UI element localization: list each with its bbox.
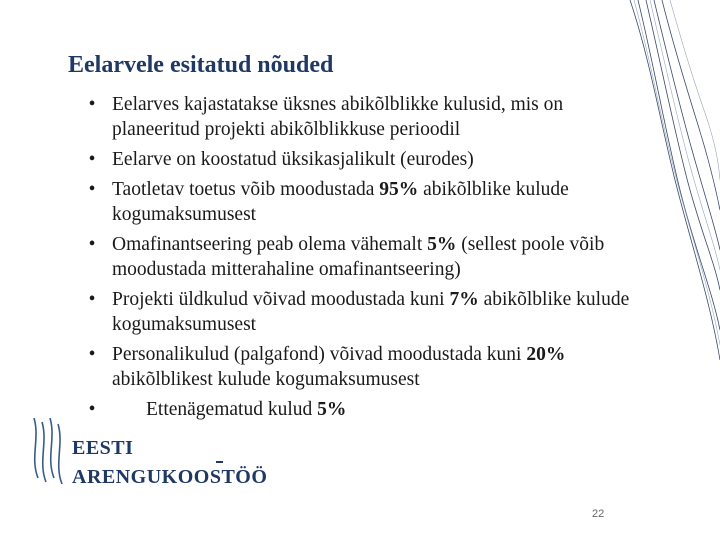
item-text: Personalikulud (palgafond) võivad moodustada kuni: [112, 344, 527, 365]
slide-title: Eelarvele esitatud nõuded: [68, 52, 334, 78]
item-value: 95%: [379, 179, 419, 200]
item-text-end: (sellest poole võib moodustada mitterahaline omafinantseering): [112, 234, 605, 280]
bullet-icon: •: [88, 289, 96, 310]
item-text: Eelarve on koostatud üksikasjalikult (eurodes): [112, 149, 474, 170]
bullet-icon: •: [88, 179, 96, 200]
list-item: [82, 177, 642, 227]
item-text-end: abikõlblike kulude kogumaksumusest: [112, 289, 630, 335]
item-text: Ettenägematud kulud: [146, 399, 318, 420]
list-item: [82, 232, 642, 282]
list-item: [82, 92, 642, 142]
item-value: 5%: [317, 399, 347, 420]
logo-text-eesti: EESTI: [72, 437, 134, 459]
item-value: 20%: [526, 344, 566, 365]
bullet-icon: •: [88, 94, 96, 115]
logo-text-arengukoostoo: ARENGUKOOSTÖÖ: [72, 466, 268, 488]
list-item: [82, 342, 642, 392]
item-text: Taotletav toetus võib moodustada: [112, 179, 380, 200]
requirements-list: [82, 92, 642, 427]
list-item: [82, 147, 642, 172]
item-value: 5%: [427, 234, 457, 255]
bullet-icon: •: [88, 344, 96, 365]
bullet-icon: •: [88, 234, 96, 255]
item-text: Omafinantseering peab olema vähemalt: [112, 234, 428, 255]
bullet-icon: •: [88, 399, 96, 420]
page-number: 22: [592, 508, 605, 520]
list-item: [82, 287, 642, 337]
item-text-end: abikõlblike kulude kogumaksumusest: [112, 179, 569, 225]
bullet-icon: •: [88, 149, 96, 170]
item-text-end: abikõlblikest kulude kogumaksumusest: [112, 369, 420, 390]
item-text: Eelarves kajastatakse üksnes abikõlblikke kulusid, mis on planeeritud projekti abikõlblikkuse perioodil: [112, 94, 564, 140]
item-text: Projekti üldkulud võivad moodustada kuni: [112, 289, 450, 310]
item-value: 7%: [449, 289, 479, 310]
